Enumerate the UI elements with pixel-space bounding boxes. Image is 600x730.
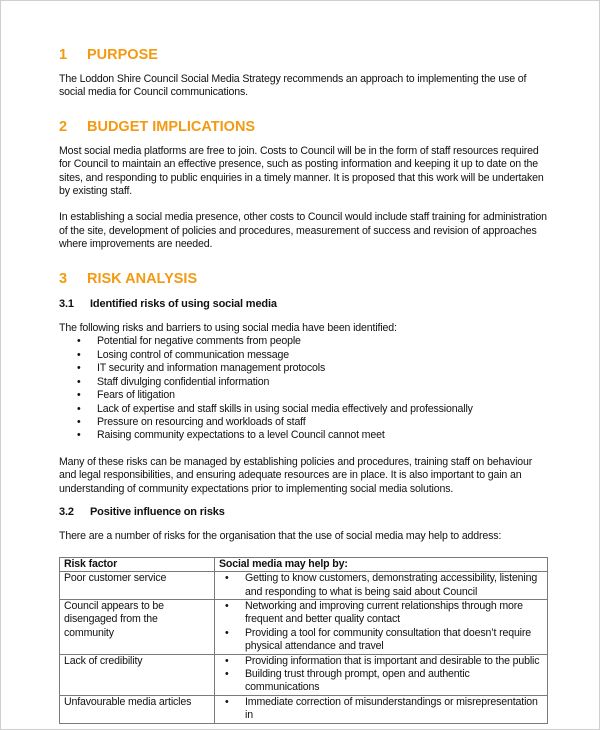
bullet-icon: •: [77, 402, 81, 415]
bullet-icon: •: [225, 599, 229, 612]
bullet-icon: •: [77, 362, 81, 375]
positive-influence-intro: There are a number of risks for the organisation that the use of social media may help to address:: [59, 530, 502, 543]
list-item: • Getting to know customers, demonstrating accessibility, listening and responding to what is being said about Council: [225, 572, 538, 598]
list-item: • Pressure on resourcing and workloads of staff: [77, 415, 306, 428]
list-item: • Losing control of communication message: [77, 348, 290, 361]
subheading-positive-influence: 3.2 Positive influence on risks: [59, 505, 225, 518]
budget-para-2: In establishing a social media presence, other costs to Council would include staff training for administration of the site, development of policies and procedures, measurement of success and revision of approaches where improvements are needed.: [59, 211, 547, 251]
list-item: • Networking and improving current relationships through more frequent and better quality contact: [225, 599, 523, 626]
bullet-icon: •: [225, 572, 229, 585]
bullet-icon: •: [77, 415, 81, 428]
risk-factor-cell: Lack of credibility: [60, 654, 215, 695]
list-item: • Staff divulging confidential information: [77, 375, 270, 388]
list-item: • Providing information that is important and desirable to the public: [225, 654, 540, 667]
help-cell: [215, 654, 548, 695]
risk-factor-cell: Council appears to be disengaged from the community: [60, 599, 215, 654]
table-row: [60, 572, 548, 600]
heading-budget: 2 BUDGET IMPLICATIONS: [59, 118, 256, 135]
heading-risk-analysis: 3 RISK ANALYSIS: [59, 270, 198, 287]
list-item: • Providing a tool for community consultation that doesn’t require physical attendance and travel: [225, 626, 532, 653]
bullet-icon: •: [225, 654, 229, 667]
table-row: [60, 654, 548, 695]
list-item: • Fears of litigation: [77, 389, 175, 402]
bullet-icon: •: [77, 335, 81, 348]
risk-factor-cell: Unfavourable media articles: [60, 695, 215, 723]
purpose-body: The Loddon Shire Council Social Media Strategy recommends an approach to implementing the use of social media for Council communications.: [59, 73, 527, 99]
help-cell: [215, 695, 548, 723]
list-item: • Potential for negative comments from people: [77, 335, 301, 348]
table-row: [60, 599, 548, 654]
column-header-social-media-help: Social media may help by:: [215, 557, 548, 571]
risk-factor-cell: Poor customer service: [60, 572, 215, 600]
list-item: • Immediate correction of misunderstandings or misrepresentation in: [225, 695, 538, 722]
list-item: • IT security and information management protocols: [77, 362, 326, 375]
list-item: • Lack of expertise and staff skills in using social media effectively and professionally: [77, 402, 473, 415]
heading-purpose: 1 PURPOSE: [59, 47, 158, 63]
bullet-icon: •: [225, 668, 229, 680]
bullet-icon: •: [77, 389, 81, 402]
column-header-risk-factor: Risk factor: [60, 557, 215, 571]
identified-risks-intro: The following risks and barriers to using social media have been identified:: [59, 322, 397, 335]
risk-table: [59, 557, 548, 724]
table-row: [60, 695, 548, 723]
bullet-icon: •: [77, 348, 81, 361]
budget-para-1: Most social media platforms are free to join. Costs to Council will be in the form of staff resources required for Council to maintain an effective presence, such as posting information and keeping it up to date on the sites, and responding to public enquiries in a timely manner. It is proposed that this work will be undertaken by existing staff.: [59, 144, 544, 198]
bullet-icon: •: [77, 375, 81, 388]
identified-risks-closing: Many of these risks can be managed by establishing policies and procedures, training staff on behaviour and legal responsibilities, and ensuring adequate resources are in place. It is also important to gain an understanding of community expectations prior to implementing social media solutions.: [59, 455, 533, 495]
bullet-icon: •: [225, 695, 229, 708]
list-item: • Raising community expectations to a level Council cannot meet: [77, 429, 385, 442]
subheading-identified-risks: 3.1 Identified risks of using social media: [59, 297, 277, 310]
bullet-icon: •: [225, 626, 229, 639]
help-cell: [215, 572, 548, 600]
document-content: [59, 44, 549, 724]
table-header-row: [60, 557, 548, 571]
bullet-icon: •: [77, 429, 81, 442]
identified-risks-list: [59, 335, 549, 442]
list-item: • Building trust through prompt, open and authentic communications: [225, 668, 470, 694]
help-cell: [215, 599, 548, 654]
